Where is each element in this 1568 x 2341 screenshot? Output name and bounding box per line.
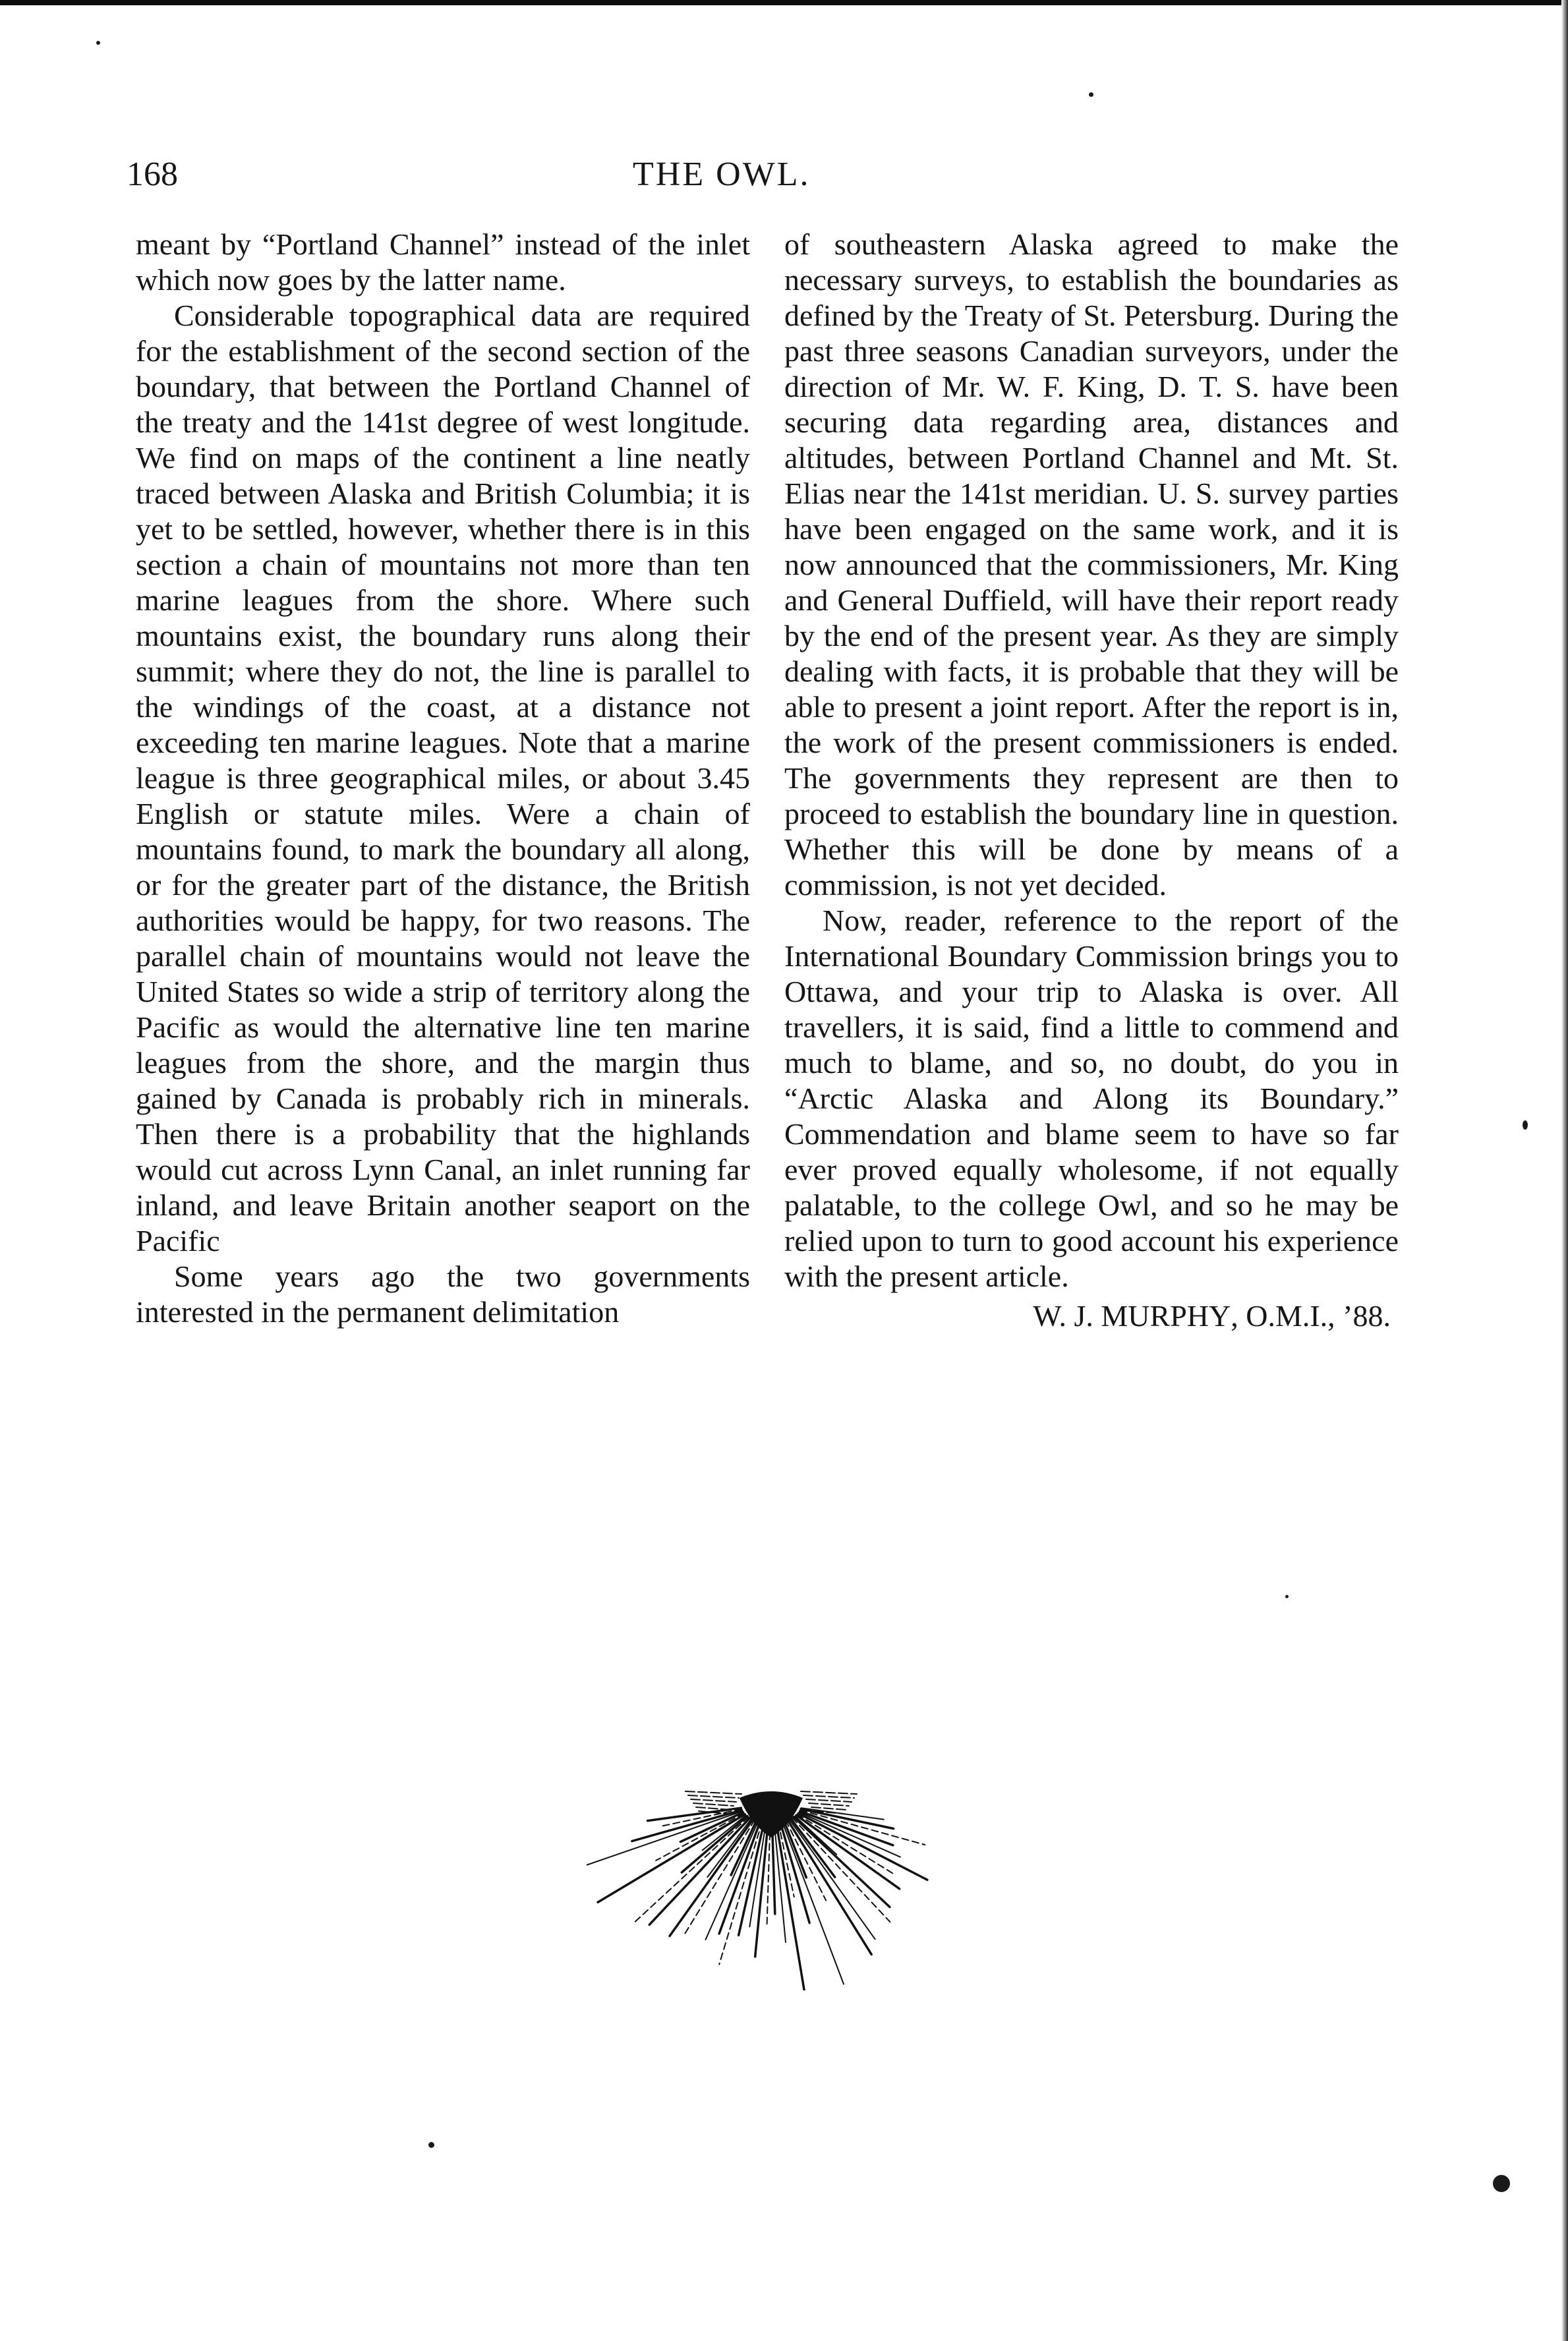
page-edge-shadow <box>1561 0 1568 2341</box>
paragraph: Considerable topographical data are required for the establishment of the second section of the boundary, that between the Portland Channel of the treaty and the 141st degree of west longitude. We find on maps of the continent a line neatly traced between Alaska and British Columbia; it is yet to be settled, however, whether there is in this section a chain of mountains not more than ten marine leagues from the shore. Where such mountains exist, the boundary runs along their summit; where they do not, the line is parallel to the windings of the coast, at a distance not exceeding ten marine leagues. Note that a marine league is three geographical miles, or about 3.45 English or statute miles. Were a chain of mountains found, to mark the boundary all along, or for the greater part of the distance, the British authorities would be happy, for two reasons. The parallel chain of mountains would not leave the United States so wide a strip of territory along the Pacific as would the alternative line ten marine leagues from the shore, and the margin thus gained by Canada is probably rich in minerals. Then there is a probability that the highlands would cut across Lynn Canal, an inlet running far inland, and leave Britain another seaport on the Pacific <box>136 299 750 1257</box>
print-speck <box>1523 1120 1528 1130</box>
author-signature <box>784 1298 1399 1334</box>
print-speck <box>1493 2175 1510 2192</box>
right-column <box>784 227 1399 1334</box>
print-speck <box>96 41 100 45</box>
signature-initials: W. J. M <box>1033 1299 1128 1333</box>
signature-suffix: , O.M.I., ’88. <box>1231 1299 1391 1333</box>
paragraph: Now, reader, reference to the report of the International Boundary Commission brings you to Ottawa, and your trip to Alaska is over. All travellers, it is said, find a little to commend and much to blame, and so, no doubt, do you in “Arctic Alaska and Along its Boundary.” Commendation and blame seem to have so far ever proved equally wholesome, if not equally palatable, to the college Owl, and so he may be relied upon to turn to good account his experience with the present article. <box>784 904 1399 1293</box>
paragraph: meant by “Portland Channel” instead of the inlet which now goes by the latter name. <box>136 227 750 297</box>
sunburst-ornament-icon <box>587 1779 956 1990</box>
left-column <box>136 227 750 1330</box>
print-speck <box>428 2142 434 2148</box>
page-number: 168 <box>127 156 178 193</box>
print-speck <box>1089 92 1093 97</box>
signature-surname: URPHY <box>1128 1299 1231 1333</box>
running-head: THE OWL. <box>633 156 811 193</box>
paragraph: Some years ago the two governments interested in the permanent delimitation <box>136 1259 750 1329</box>
paragraph: of southeastern Alaska agreed to make the necessary surveys, to establish the boundaries as defined by the Treaty of St. Petersburg. During the past three seasons Canadian surveyors, under the direction of Mr. W. F. King, D. T. S. have been securing data regarding area, distances and altitudes, between Portland Channel and Mt. St. Elias near the 141st meridian. U. S. survey parties have been engaged on the same work, and it is now announced that the commissioners, Mr. King and General Duffield, will have their report ready by the end of the present year. As they are simply dealing with facts, it is probable that they will be able to present a joint report. After the report is in, the work of the present commissioners is ended. The governments they represent are then to proceed to establish the boundary line in question. Whether this will be done by means of a commission, is not yet decided. <box>784 227 1399 902</box>
print-speck <box>1285 1595 1289 1598</box>
top-border-rule <box>0 0 1568 5</box>
